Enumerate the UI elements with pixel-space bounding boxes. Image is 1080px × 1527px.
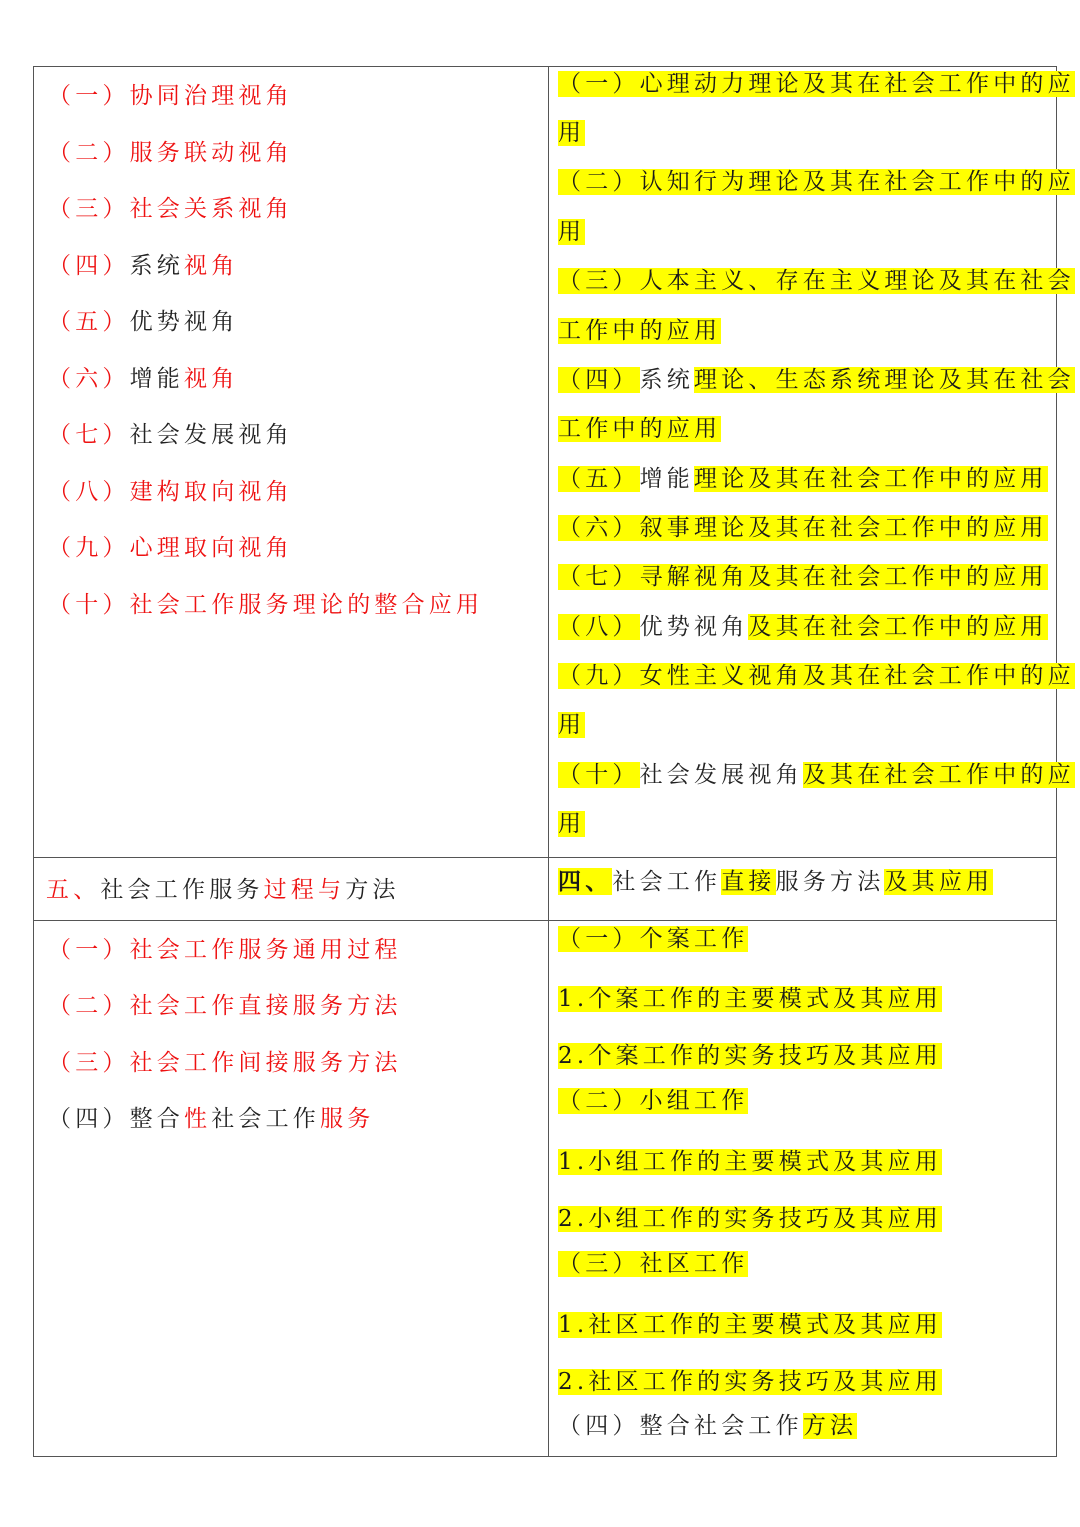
text-segment: 增能 xyxy=(639,466,695,492)
outline-item xyxy=(558,1084,748,1118)
text-segment: 增能 xyxy=(129,366,185,392)
outline-item xyxy=(48,989,402,1023)
text-segment: （二）认知行为理论及其在社会工作中的应 xyxy=(558,169,1075,195)
syllabus-comparison-table xyxy=(33,66,1075,1457)
text-segment: 1.小组工作的主要模式及其应用 xyxy=(558,1149,942,1175)
text-segment: 社会工作服务 xyxy=(100,877,264,903)
text-segment: 性 xyxy=(184,1106,212,1132)
text-segment: 视角 xyxy=(184,253,239,279)
outline-item xyxy=(558,922,748,956)
text-segment: （一）个案工作 xyxy=(558,926,749,952)
text-segment: （九）女性主义视角及其在社会工作中的应 xyxy=(558,663,1075,689)
column-divider xyxy=(548,67,549,1456)
outline-item xyxy=(558,865,993,899)
text-segment: （七）寻解视角及其在社会工作中的应用 xyxy=(558,564,1048,590)
text-segment: 方法 xyxy=(802,1413,858,1439)
text-segment: 服务方法 xyxy=(775,869,885,895)
outline-item xyxy=(558,659,1075,693)
text-segment: （四）整合 xyxy=(48,1106,184,1132)
text-segment: 优势视角 xyxy=(129,309,239,335)
text-segment: 理论及其在社会工作中的应用 xyxy=(694,466,1048,492)
text-segment: 2.社区工作的实务技巧及其应用 xyxy=(558,1369,942,1395)
outline-item xyxy=(48,249,238,283)
text-segment: 直接 xyxy=(721,869,776,895)
text-segment: 1.个案工作的主要模式及其应用 xyxy=(558,986,942,1012)
text-segment: （三）社会工作间接服务方法 xyxy=(48,1050,402,1076)
outline-item xyxy=(46,873,400,907)
text-segment: （一）社会工作服务通用过程 xyxy=(48,937,402,963)
text-segment: 系统 xyxy=(129,253,185,279)
text-segment: 用 xyxy=(558,120,586,146)
outline-item xyxy=(48,531,293,565)
text-segment: 优势视角 xyxy=(639,614,749,640)
outline-item xyxy=(558,1247,748,1281)
text-segment: 社会发展视角 xyxy=(639,762,803,788)
text-segment: （一）心理动力理论及其在社会工作中的应 xyxy=(558,71,1075,97)
outline-item xyxy=(48,588,483,622)
text-segment: （九）心理取向视角 xyxy=(48,535,293,561)
text-segment: 四、 xyxy=(558,868,613,895)
text-segment: （二）社会工作直接服务方法 xyxy=(48,993,402,1019)
text-segment: 理论、生态系统理论及其在社会 xyxy=(694,367,1075,393)
text-segment: 方法 xyxy=(345,877,400,903)
outline-item xyxy=(558,1202,942,1236)
text-segment: （四）整合社会工作 xyxy=(558,1413,803,1439)
text-segment: 2.个案工作的实务技巧及其应用 xyxy=(558,1043,942,1069)
row-divider-1 xyxy=(34,857,1056,858)
text-segment: 及其在社会工作中的应 xyxy=(802,762,1075,788)
text-segment: （一）协同治理视角 xyxy=(48,83,293,109)
text-segment: （六）叙事理论及其在社会工作中的应用 xyxy=(558,515,1048,541)
outline-item xyxy=(558,363,1075,397)
text-segment: 2.小组工作的实务技巧及其应用 xyxy=(558,1206,942,1232)
text-segment: 工作中的应用 xyxy=(558,416,722,442)
text-segment: （三）社区工作 xyxy=(558,1251,749,1277)
text-segment: 工作中的应用 xyxy=(558,318,722,344)
text-segment: 1.社区工作的主要模式及其应用 xyxy=(558,1312,942,1338)
text-segment: （三）社会关系视角 xyxy=(48,196,293,222)
outline-item xyxy=(558,511,1048,545)
text-segment: 社会发展视角 xyxy=(129,422,293,448)
outline-item xyxy=(558,215,585,249)
outline-item xyxy=(48,79,293,113)
outline-item xyxy=(558,560,1048,594)
outline-item xyxy=(558,708,585,742)
text-segment: （八） xyxy=(558,614,640,640)
text-segment: （二）小组工作 xyxy=(558,1088,749,1114)
outline-item xyxy=(558,165,1075,199)
outline-item xyxy=(48,933,402,967)
outline-item xyxy=(48,136,293,170)
outline-item xyxy=(558,462,1048,496)
text-segment: 社会工作 xyxy=(612,869,722,895)
outline-item xyxy=(558,264,1075,298)
text-segment: （四） xyxy=(558,367,640,393)
outline-item xyxy=(48,362,238,396)
text-segment: （十） xyxy=(558,762,640,788)
row-divider-2 xyxy=(34,920,1056,921)
outline-item xyxy=(558,314,721,348)
text-segment: 五、 xyxy=(46,877,101,903)
text-segment: （六） xyxy=(48,366,130,392)
text-segment: 用 xyxy=(558,219,586,245)
outline-item xyxy=(558,1365,942,1399)
outline-item xyxy=(558,1039,942,1073)
outline-item xyxy=(558,758,1075,792)
text-segment: （三）人本主义、存在主义理论及其在社会 xyxy=(558,268,1075,294)
text-segment: 服务 xyxy=(320,1106,375,1132)
outline-item xyxy=(48,475,293,509)
outline-item xyxy=(558,982,942,1016)
outline-item xyxy=(48,305,238,339)
text-segment: 系统 xyxy=(639,367,695,393)
outline-item xyxy=(48,418,293,452)
text-segment: （四） xyxy=(48,253,130,279)
text-segment: 及其应用 xyxy=(884,869,994,895)
outline-item xyxy=(558,1308,942,1342)
text-segment: 用 xyxy=(558,811,586,837)
text-segment: 及其在社会工作中的应用 xyxy=(748,614,1048,640)
outline-item xyxy=(48,1102,374,1136)
outline-item xyxy=(48,192,293,226)
text-segment: 过程与 xyxy=(263,877,346,903)
text-segment: （七） xyxy=(48,422,130,448)
outline-item xyxy=(558,807,585,841)
text-segment: （十）社会工作服务理论的整合应用 xyxy=(48,592,484,618)
text-segment: 视角 xyxy=(184,366,239,392)
text-segment: （二）服务联动视角 xyxy=(48,140,293,166)
outline-item xyxy=(558,412,721,446)
text-segment: （五） xyxy=(558,466,640,492)
text-segment: （五） xyxy=(48,309,130,335)
outline-item xyxy=(48,1046,402,1080)
outline-item xyxy=(558,116,585,150)
outline-item xyxy=(558,1145,942,1179)
text-segment: （八）建构取向视角 xyxy=(48,479,293,505)
text-segment: 社会工作 xyxy=(211,1106,321,1132)
text-segment: 用 xyxy=(558,712,586,738)
outline-item xyxy=(558,610,1048,644)
outline-item xyxy=(558,1409,857,1443)
outline-item xyxy=(558,67,1075,101)
